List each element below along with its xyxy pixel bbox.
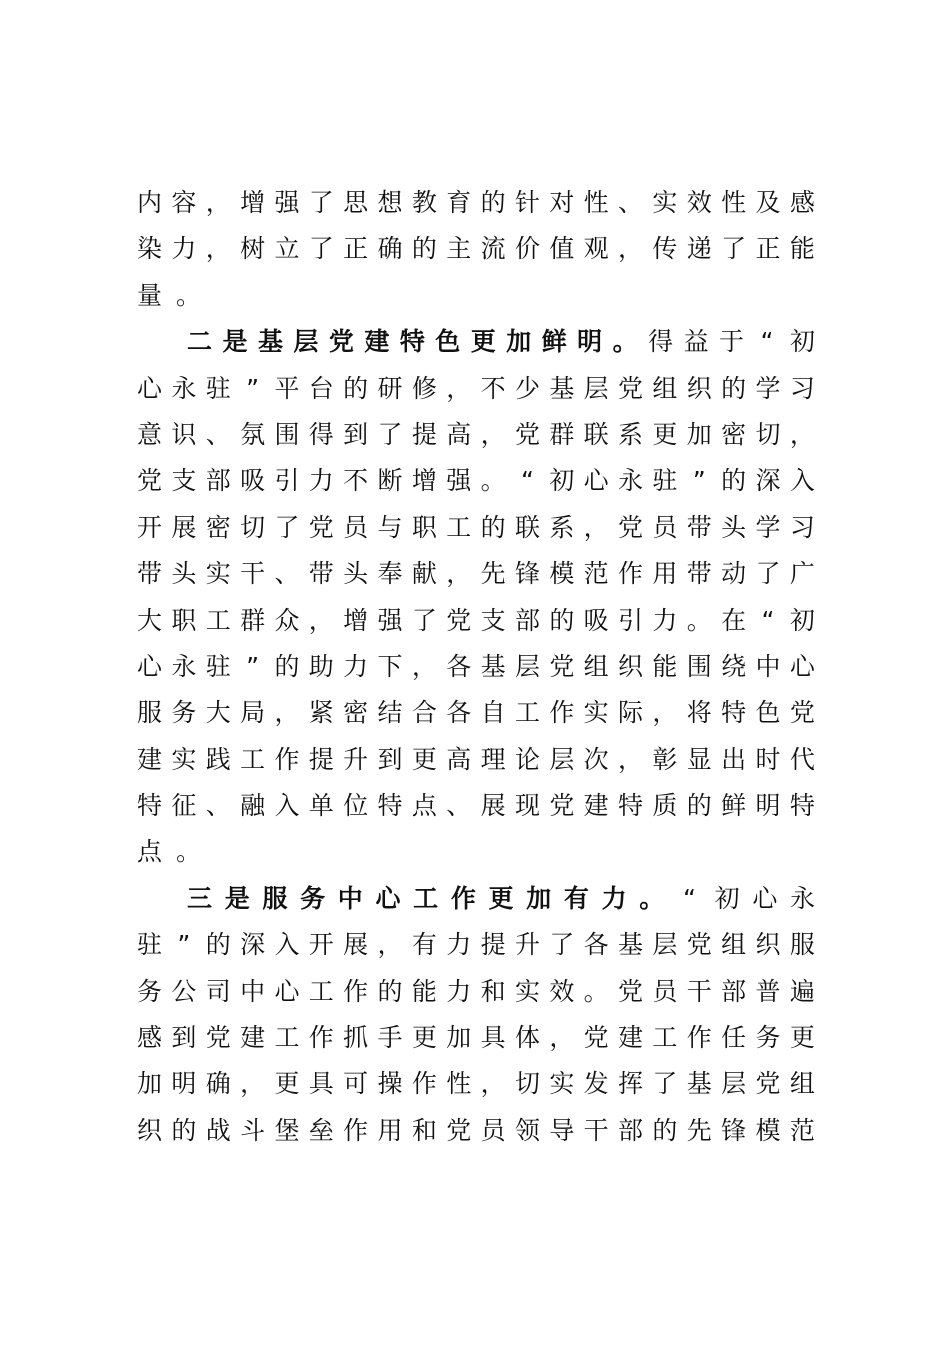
text-line: 务 公 司 中 心 工 作 的 能 力 和 实 效 。 党 员 干 部 普 遍 bbox=[137, 976, 815, 1006]
text-line: 建 实 践 工 作 提 升 到 更 高 理 论 层 次 ， 彰 显 出 时 代 bbox=[137, 744, 815, 774]
text-line: 开 展 密 切 了 党 员 与 职 工 的 联 系 ， 党 员 带 头 学 习 bbox=[137, 512, 815, 542]
text-line: 量 。 bbox=[137, 280, 202, 310]
text-line: 织 的 战 斗 堡 垒 作 用 和 党 员 领 导 干 部 的 先 锋 模 范 bbox=[137, 1115, 815, 1145]
paragraph-p1 bbox=[137, 319, 815, 876]
text-line: 意 识 、 氛 围 得 到 了 提 高 ， 党 群 联 系 更 加 密 切 ， bbox=[137, 419, 815, 449]
text-line: 党 支 部 吸 引 力 不 断 增 强 。 “ 初 心 永 驻 ” 的 深 入 bbox=[137, 466, 815, 496]
text-line: 心 永 驻 ” 平 台 的 研 修 ， 不 少 基 层 党 组 织 的 学 习 bbox=[137, 373, 815, 403]
text-line: 感 到 党 建 工 作 抓 手 更 加 具 体 ， 党 建 工 作 任 务 更 bbox=[137, 1023, 815, 1053]
document-body bbox=[137, 180, 815, 1154]
text-line: 特 征 、 融 入 单 位 特 点 、 展 现 党 建 特 质 的 鲜 明 特 bbox=[137, 791, 815, 821]
text-line: 驻 ” 的 深 入 开 展 ， 有 力 提 升 了 各 基 层 党 组 织 服 bbox=[137, 930, 815, 960]
text-line: 心 永 驻 ” 的 助 力 下 ， 各 基 层 党 组 织 能 围 绕 中 心 bbox=[137, 651, 815, 681]
text-line: 三 是 服 务 中 心 工 作 更 加 有 力 。 “ 初 心 永 bbox=[187, 883, 816, 913]
paragraph-p0 bbox=[137, 180, 815, 319]
text-line: 染 力 ， 树 立 了 正 确 的 主 流 价 值 观 ， 传 递 了 正 能 bbox=[137, 234, 815, 264]
text-line: 服 务 大 局 ， 紧 密 结 合 各 自 工 作 实 际 ， 将 特 色 党 bbox=[137, 698, 815, 728]
text-line: 加 明 确 ， 更 具 可 操 作 性 ， 切 实 发 挥 了 基 层 党 组 bbox=[137, 1069, 815, 1099]
paragraph-p2 bbox=[137, 876, 815, 1154]
text-line: 内 容 ， 增 强 了 思 想 教 育 的 针 对 性 、 实 效 性 及 感 bbox=[137, 188, 815, 217]
text-line: 二 是 基 层 党 建 特 色 更 加 鲜 明 。 得 益 于 “ 初 bbox=[187, 327, 815, 357]
text-line: 点 。 bbox=[137, 837, 202, 867]
text-line: 带 头 实 干 、 带 头 奉 献 ， 先 锋 模 范 作 用 带 动 了 广 bbox=[137, 559, 815, 589]
text-line: 大 职 工 群 众 ， 增 强 了 党 支 部 的 吸 引 力 。 在 “ 初 bbox=[137, 605, 815, 635]
